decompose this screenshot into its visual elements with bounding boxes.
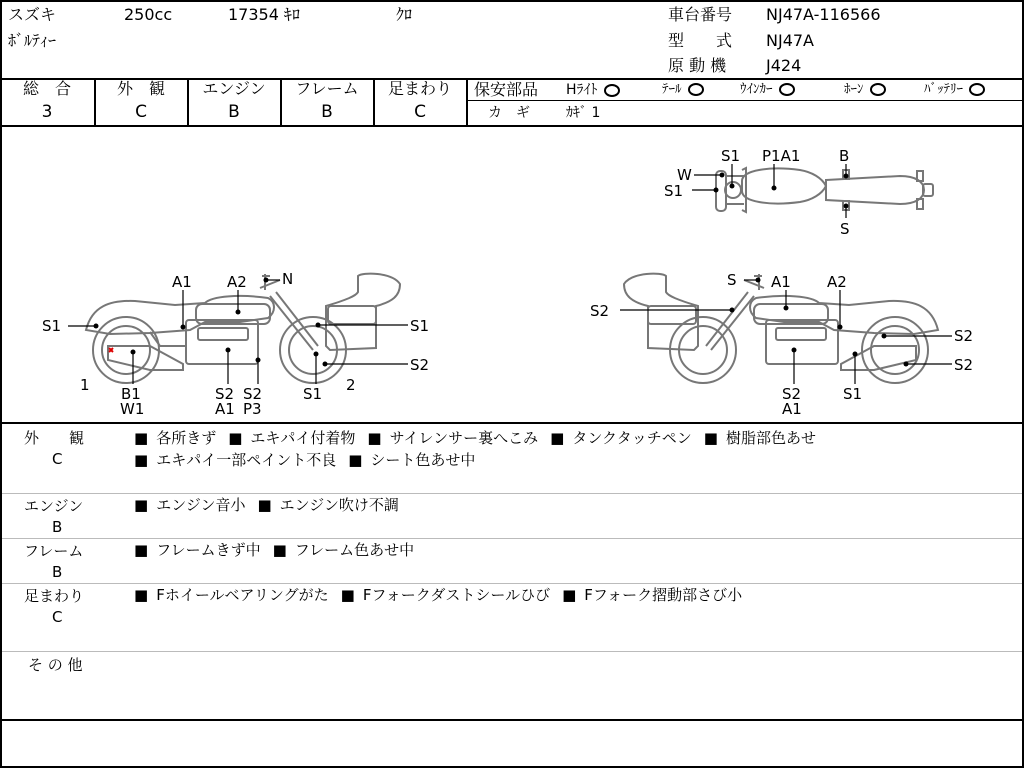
top-view-bike (716, 168, 933, 212)
tail-text: ﾃｰﾙ (662, 82, 682, 97)
note-item: ■ エンジン音小 (134, 496, 245, 514)
notes-suspension-label: 足まわり (24, 587, 85, 605)
top-label-b: B (839, 147, 850, 165)
color: ｸﾛ (396, 5, 413, 24)
note-item: ■ シート色あせ中 (348, 451, 475, 469)
engine-code-label: 原 動 機 (668, 56, 727, 75)
safety-parts-label: 保安部品 (474, 80, 539, 99)
left-label-s2b: S2 (243, 385, 263, 403)
top-label-w: W (677, 166, 692, 184)
note-item: ■ 樹脂部色あせ (704, 429, 816, 447)
suspension-grade-label: 足まわり (387, 79, 452, 98)
note-item: ■ Fフォーク摺動部さび小 (562, 586, 742, 604)
left-label-wheel-2: 2 (346, 376, 356, 394)
horn-text: ﾎｰﾝ (844, 82, 864, 97)
notes-other-label: そ の 他 (28, 656, 83, 674)
model-name: ﾎﾞﾙﾃｨｰ (8, 31, 57, 50)
left-label-s1-front: S1 (410, 317, 430, 335)
model-type-label: 型 式 (668, 31, 733, 50)
notes-suspension-grade: C (52, 608, 63, 626)
left-label-s1-rear: S1 (42, 317, 62, 335)
left-label-s2-front: S2 (410, 356, 430, 374)
note-item: ■ フレームきず中 (134, 541, 261, 559)
frame-grade-label: フレーム (295, 79, 359, 98)
engine-grade-label: エンジン (202, 79, 266, 98)
note-item: ■ 各所きず (134, 429, 216, 447)
left-label-w1: W1 (120, 400, 145, 418)
left-label-p3: P3 (243, 400, 262, 418)
right-label-s2-bottom: S2 (782, 385, 802, 403)
notes-frame-list (134, 539, 1014, 561)
notes-engine-label: エンジン (24, 497, 84, 515)
left-label-a2: A2 (227, 273, 247, 291)
battery-text: ﾊﾞｯﾃﾘｰ (924, 82, 963, 97)
note-item: ■ タンクタッチペン (550, 429, 692, 447)
right-label-s2-a: S2 (954, 327, 974, 345)
headlight-text: Hﾗｲﾄ (566, 82, 598, 98)
suspension-grade-value: C (414, 102, 426, 122)
note-item: ■ Fホイールベアリングがた (134, 586, 329, 604)
notes-exterior-label: 外 観 (24, 429, 85, 447)
note-item: ■ フレーム色あせ中 (273, 541, 415, 559)
chassis-number-value: NJ47A-116566 (766, 5, 881, 24)
key-value: ｶｷﾞ 1 (566, 105, 601, 121)
note-item: ■ エンジン吹け不調 (257, 496, 398, 514)
divider (2, 651, 1022, 652)
overall-grade-label: 総 合 (22, 79, 71, 98)
top-label-s: S (840, 220, 850, 238)
divider (0, 719, 1024, 721)
note-item: ■ サイレンサー裏へこみ (367, 429, 538, 447)
notes-frame-label: フレーム (24, 542, 84, 560)
right-label-s1-bottom: S1 (843, 385, 863, 403)
displacement: 250cc (124, 5, 173, 24)
engine-code-value: J424 (766, 56, 802, 75)
overall-grade-value: 3 (41, 102, 53, 122)
maker-name: スズキ (8, 5, 57, 24)
right-label-s2-b: S2 (954, 356, 974, 374)
winker-text: ｳｲﾝｶｰ (740, 82, 773, 97)
engine-grade-value: B (228, 102, 240, 122)
notes-frame-grade: B (52, 563, 63, 581)
chassis-number-label: 車台番号 (668, 5, 733, 24)
right-label-s: S (727, 271, 737, 289)
note-item: ■ エキパイ一部ペイント不良 (134, 451, 336, 469)
top-label-s1b: S1 (664, 182, 684, 200)
left-label-s2: S2 (215, 385, 235, 403)
left-label-n: N (282, 270, 294, 288)
right-label-s2-rear: S2 (590, 302, 610, 320)
right-label-a1: A1 (771, 273, 791, 291)
top-label-s1: S1 (721, 147, 741, 165)
note-item: ■ Fフォークダストシールひび (341, 586, 550, 604)
top-label-p1a1: P1A1 (762, 147, 801, 165)
notes-engine-grade: B (52, 518, 63, 536)
model-type-value: NJ47A (766, 31, 814, 50)
notes-suspension-list (134, 584, 1014, 606)
left-label-a1-bottom: A1 (215, 400, 235, 418)
exterior-grade-value: C (135, 102, 147, 122)
right-label-a2: A2 (827, 273, 847, 291)
right-side-markers (620, 278, 952, 385)
left-label-s1-bottom: S1 (303, 385, 323, 403)
exterior-grade-label: 外 観 (116, 79, 165, 98)
note-item: ■ エキパイ付着物 (228, 429, 355, 447)
key-label: カ ギ (488, 105, 530, 121)
right-label-a1-bottom: A1 (782, 400, 802, 418)
frame-grade-value: B (321, 102, 333, 122)
notes-engine-list (134, 494, 1014, 516)
left-label-wheel-1: 1 (80, 376, 90, 394)
left-label-b1: B1 (121, 385, 141, 403)
notes-exterior-list (134, 427, 1014, 471)
notes-exterior-grade: C (52, 450, 63, 468)
divider (0, 422, 1024, 424)
mileage: 17354 ｷﾛ (228, 5, 300, 24)
left-label-a1: A1 (172, 273, 192, 291)
